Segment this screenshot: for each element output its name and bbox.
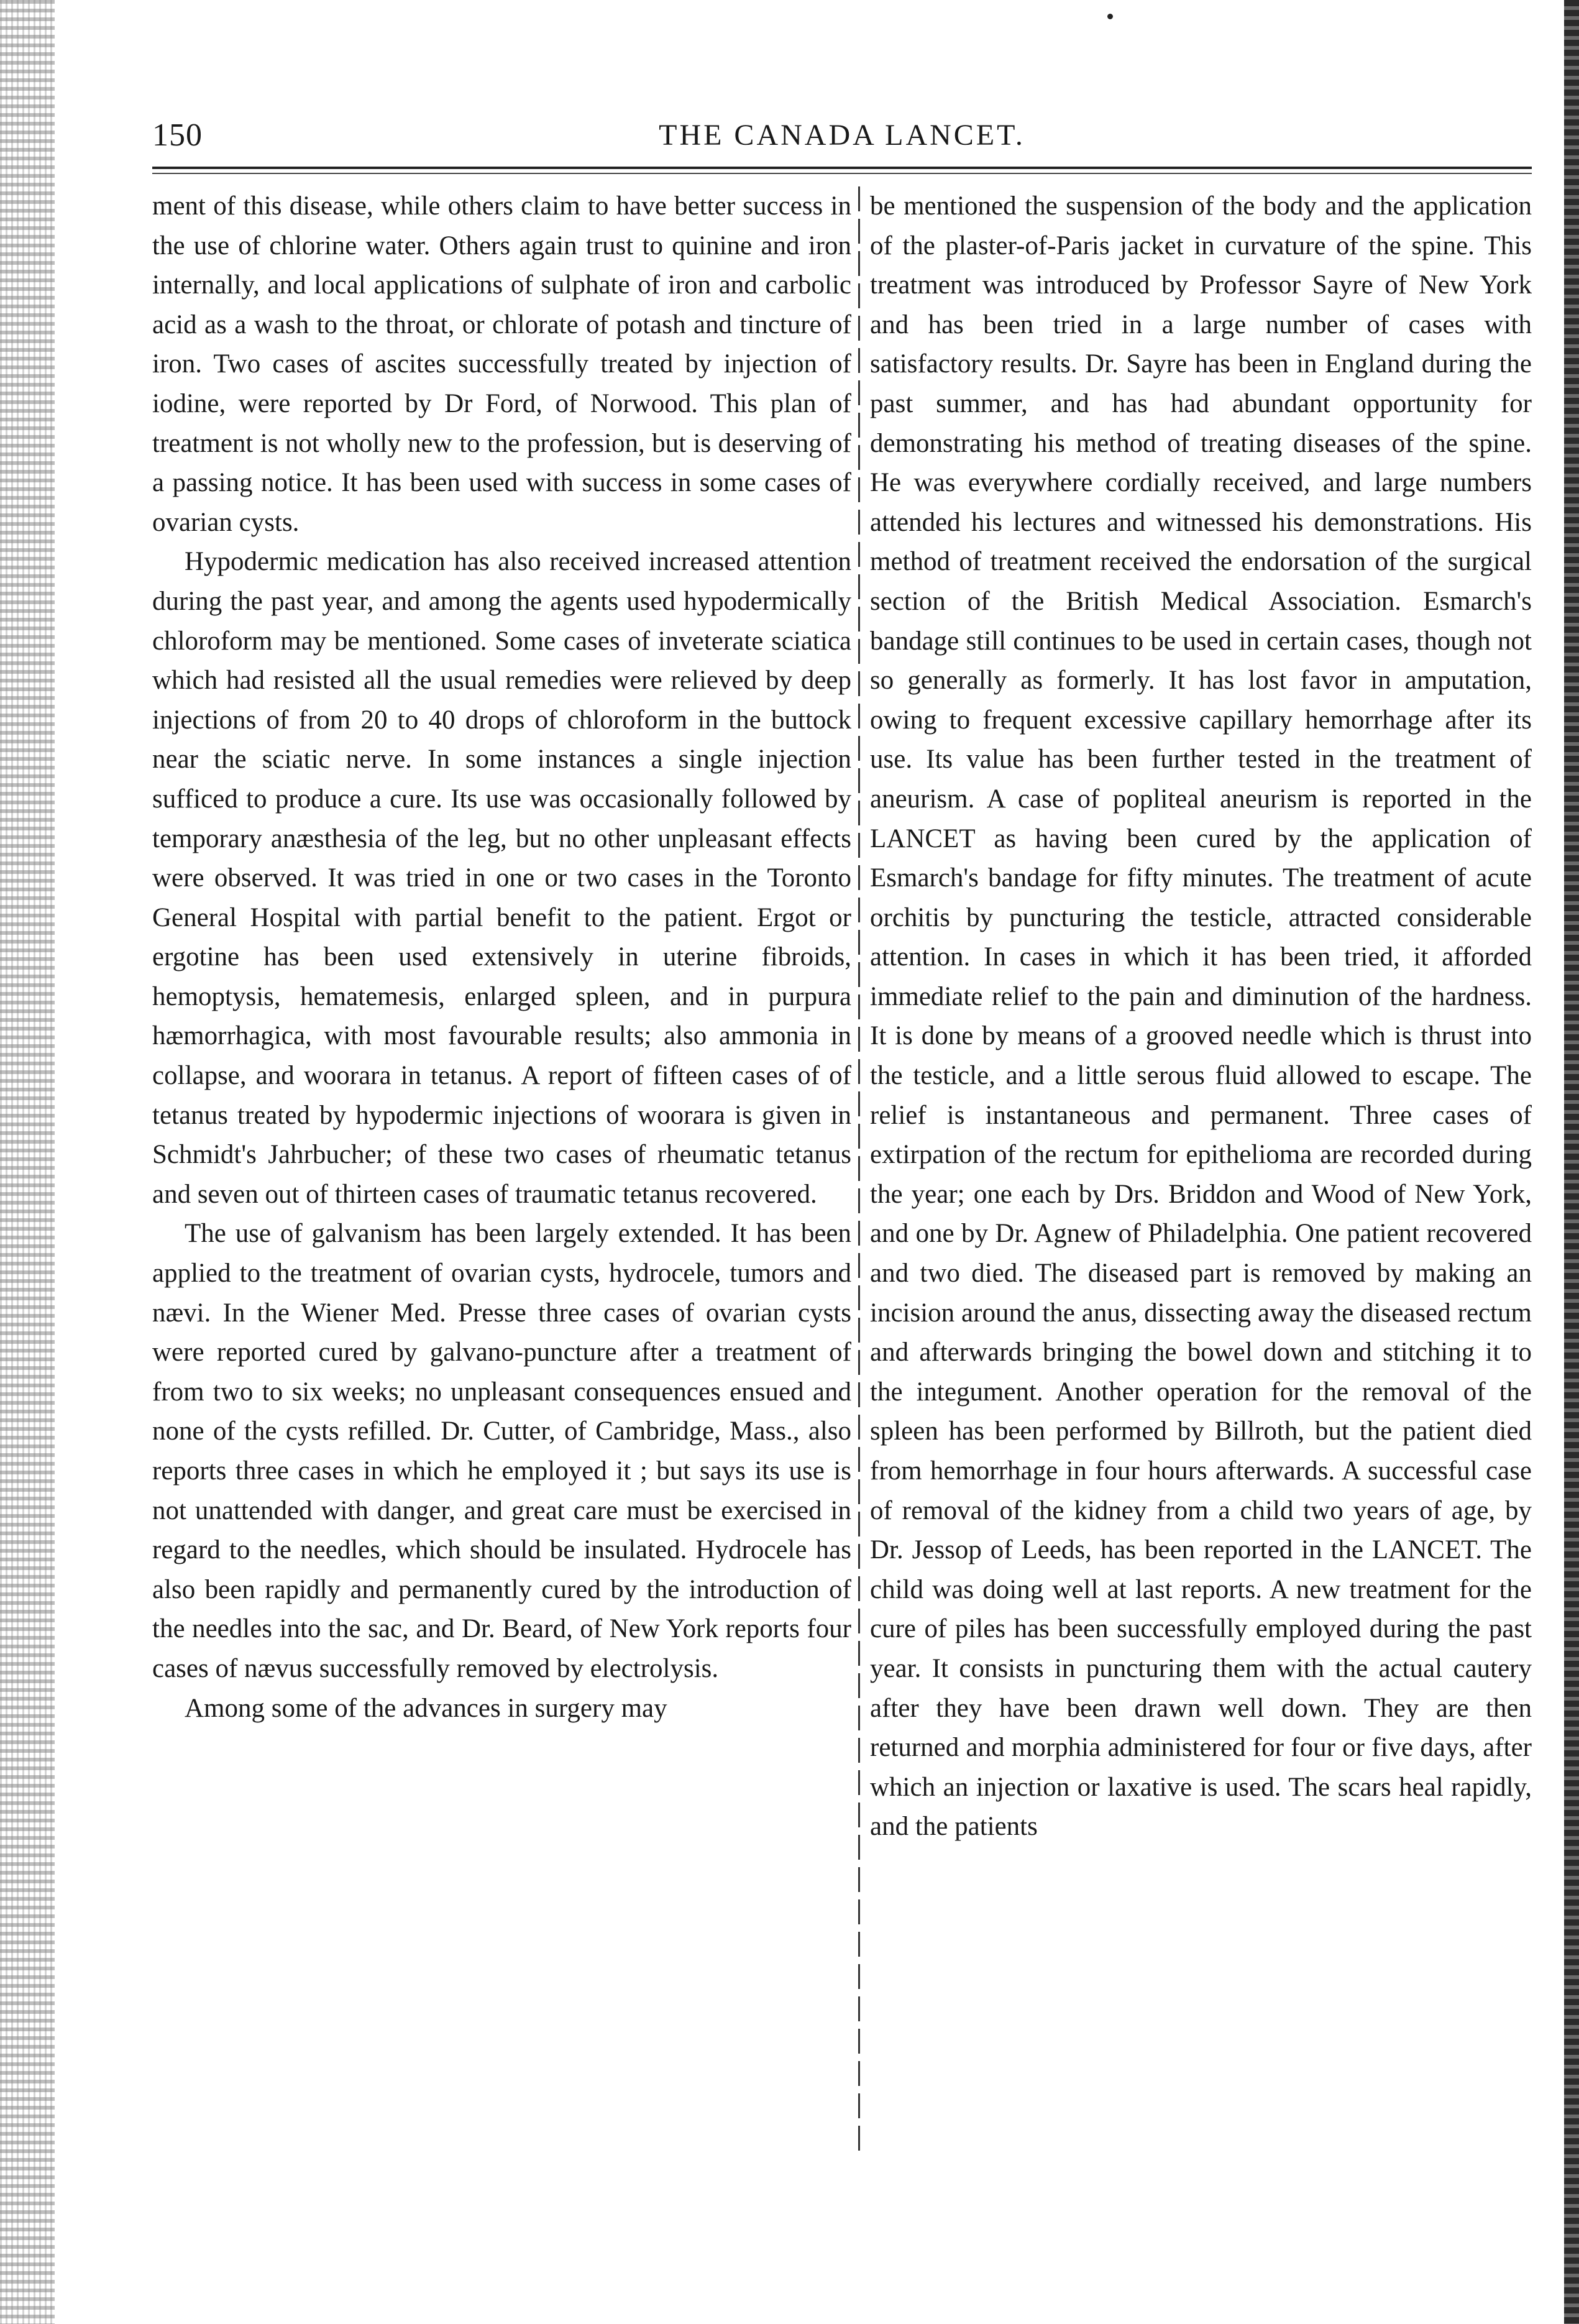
- column-divider: [858, 186, 860, 2151]
- scan-margin-left: [0, 0, 55, 2324]
- left-column: [152, 186, 851, 1728]
- left-paragraph-2: Hypodermic medication has also received increased attention during the past year, and among the agents used hypodermically chloroform may be mentioned. Some cases of inveterate sciatica which had resisted all the usual remedies were relieved by deep injections of from 20 to 40 drops of chloroform in the buttock near the sciatic nerve. In some instances a single injection sufficed to produce a cure. Its use was occasionally followed by temporary anæsthesia of the leg, but no other unpleasant effects were observed. It was tried in one or two cases in the Toronto General Hospital with partial benefit to the patient. Ergot or ergotine has been used extensively in uterine fibroids, hemoptysis, hematemesis, enlarged spleen, and in purpura hæmorrhagica, with most favourable results; also ammonia in collapse, and woorara in tetanus. A report of fifteen cases of of tetanus treated by hypodermic injections of woorara is given in Schmidt's Jahrbucher; of these two cases of rheumatic tetanus and seven out of thirteen cases of traumatic tetanus recovered.: [152, 547, 851, 1209]
- left-paragraph-3: The use of galvanism has been largely extended. It has been applied to the treatment of ovarian cysts, hydrocele, tumors and nævi. In the Wiener Med. Presse three cases of ovarian cysts were reported cured by galvano-puncture after a treatment of from two to six weeks; no unpleasant consequences ensued and none of the cysts refilled. Dr. Cutter, of Cambridge, Mass., also reports three cases in which he employed it ; but says its use is not unattended with danger, and great care must be exercised in regard to the needles, which should be insulated. Hydrocele has also been rapidly and permanently cured by the introduction of the needles into the sac, and Dr. Beard, of New York reports four cases of nævus successfully removed by electrolysis.: [152, 1219, 851, 1683]
- right-paragraph-1: be mentioned the suspension of the body and the application of the plaster-of-Paris jacket in curvature of the spine. This treatment was introduced by Professor Sayre of New York and has been tried in a large number of cases with satisfactory results. Dr. Sayre has been in England during the past summer, and has had abundant opportunity for demonstrating his method of treating diseases of the spine. He was everywhere cordially received, and large numbers attended his lectures and witnessed his demonstrations. His method of treatment received the endorsation of the surgical section of the British Medical Association. Esmarch's bandage still continues to be used in certain cases, though not so generally as formerly. It has lost favor in amputation, owing to frequent excessive capillary hemorrhage after its use. Its value has been further tested in the treatment of aneurism. A case of popliteal aneurism is reported in the LANCET as having been cured by the application of Esmarch's bandage for fifty minutes. The treatment of acute orchitis by puncturing the testicle, attracted considerable attention. In cases in which it has been tried, it afforded immediate relief to the pain and diminution of the hardness. It is done by means of a grooved needle which is thrust into the testicle, and a little serous fluid allowed to escape. The relief is instantaneous and permanent. Three cases of extirpation of the rectum for epithelioma are recorded during the year; one each by Drs. Briddon and Wood of New York, and one by Dr. Agnew of Philadelphia. One patient recovered and two died. The diseased part is removed by making an incision around the anus, dissecting away the diseased rectum and afterwards bringing the bowel down and stitching it to the integument. Another operation for the removal of the spleen has been performed by Billroth, but the patient died from hemorrhage in four hours afterwards. A successful case of removal of the kidney from a child two years of age, by Dr. Jessop of Leeds, has been reported in the LANCET. The child was doing well at last reports. A new treatment for the cure of piles has been successfully employed during the past year. It consists in puncturing them with the actual cautery after they have been drawn well down. They are then returned and morphia administered for four or five days, after which an injection or laxative is used. The scars heal rapidly, and the patients: [870, 191, 1532, 1842]
- header-rule-thin: [152, 173, 1532, 174]
- right-column: [870, 186, 1532, 1847]
- scan-margin-right: [1564, 0, 1579, 2324]
- header-rule: [152, 167, 1532, 169]
- page-number: 150: [152, 117, 203, 153]
- left-paragraph-1: ment of this disease, while others claim to have better success in the use of chlorine water. Others again trust to quinine and iron internally, and local applications of sulphate of iron and carbolic acid as a wash to the throat, or chlorate of potash and tincture of iron. Two cases of ascites successfully treated by injection of iodine, were reported by Dr Ford, of Norwood. This plan of treatment is not wholly new to the profession, but is deserving of a passing notice. It has been used with success in some cases of ovarian cysts.: [152, 191, 851, 537]
- left-paragraph-4: Among some of the advances in surgery may: [185, 1693, 667, 1723]
- scan-speck: [1107, 14, 1113, 19]
- page-header: [152, 111, 1532, 160]
- journal-title: THE CANADA LANCET.: [659, 119, 1025, 152]
